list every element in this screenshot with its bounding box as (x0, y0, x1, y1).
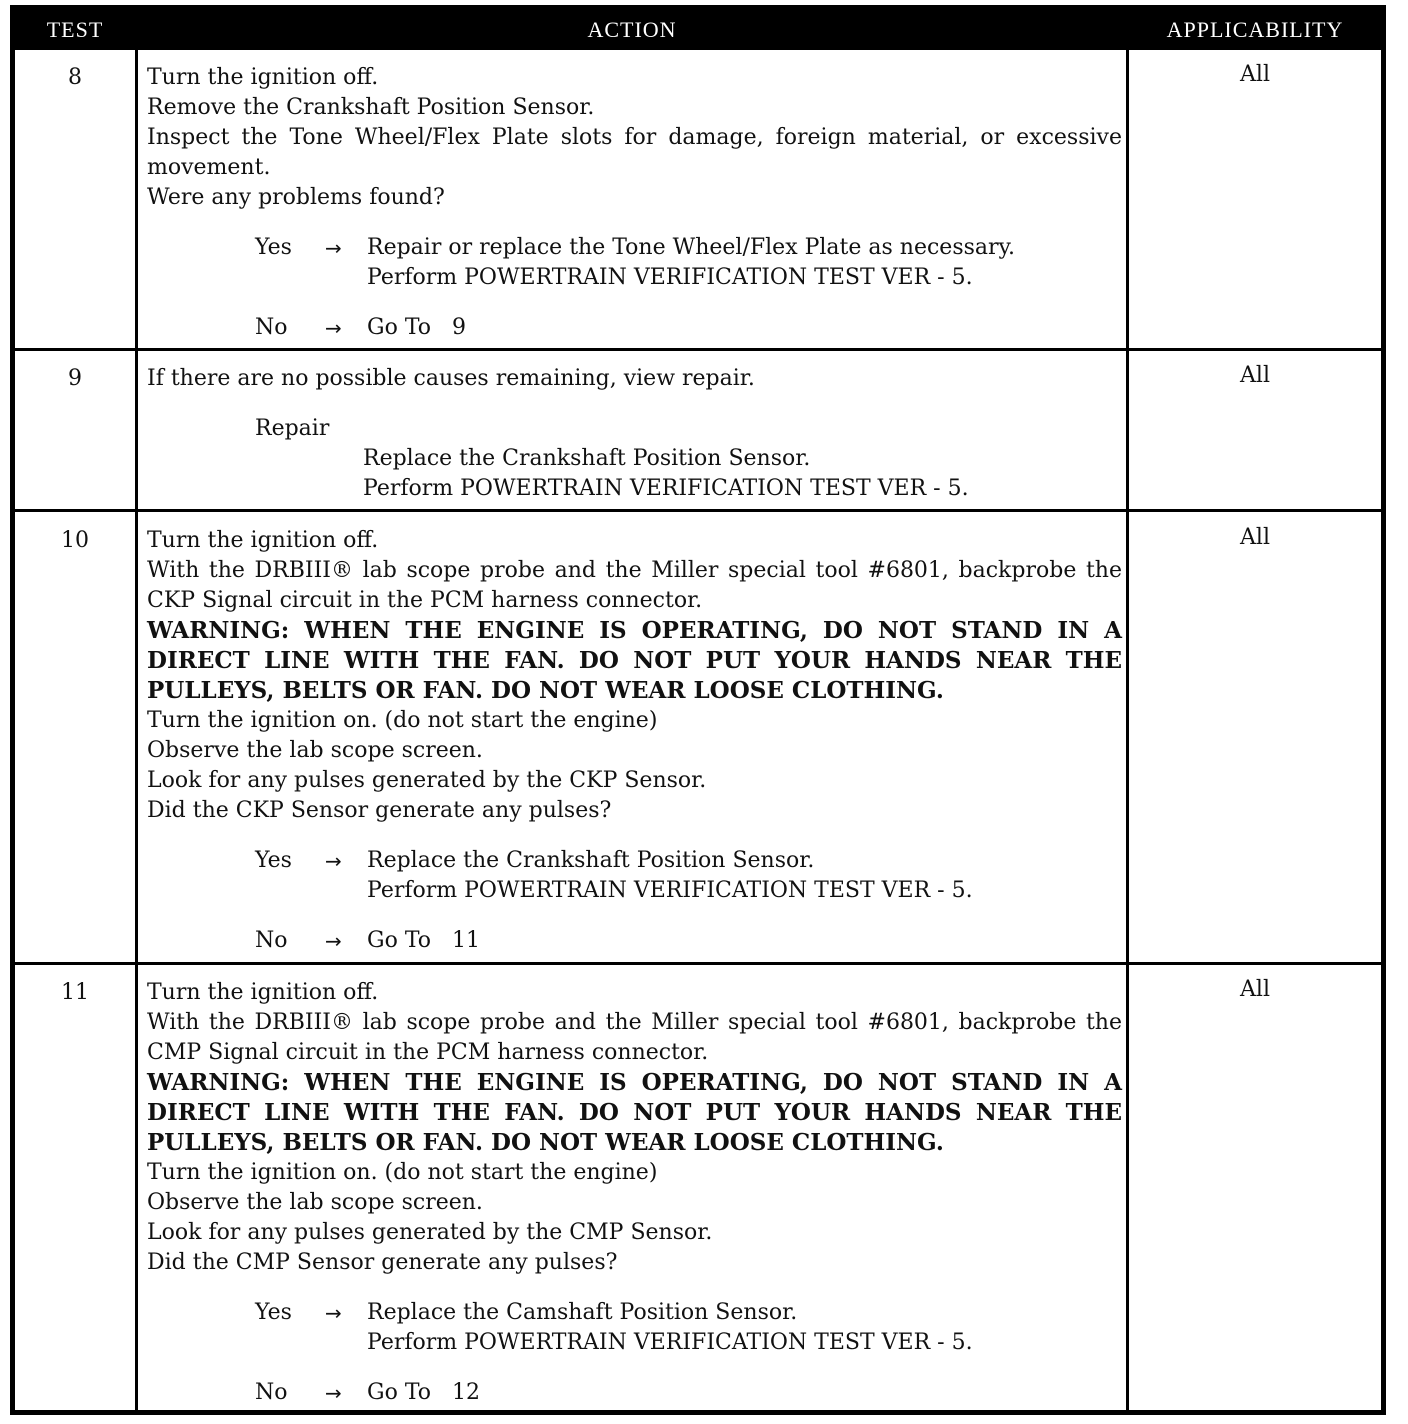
header-test: TEST (46, 17, 104, 42)
yes-result-line: Perform POWERTRAIN VERIFICATION TEST VER - 5. (367, 1330, 973, 1355)
diagnostic-test-table (10, 5, 1386, 1415)
arrow-right-icon: → (325, 236, 342, 260)
repair-instructions (255, 444, 1122, 504)
yes-result (367, 233, 1015, 293)
test-number: 8 (68, 65, 82, 90)
action-line: Turn the ignition on. (do not start the engine) (147, 1160, 658, 1185)
action-line: With the DRBIII® lab scope probe and the Miller special tool #6801, backprobe the CMP Signal circuit in the PCM harness connector. (147, 1010, 1122, 1065)
row-divider (15, 509, 1381, 512)
no-result: Go To 9 (367, 315, 466, 340)
row-divider (15, 962, 1381, 965)
test-number: 11 (61, 980, 89, 1005)
header-applicability: APPLICABILITY (1166, 17, 1344, 42)
yes-result-line: Replace the Crankshaft Position Sensor. (367, 848, 815, 873)
yes-result-line: Repair or replace the Tone Wheel/Flex Plate as necessary. (367, 235, 1016, 260)
action-line: With the DRBIII® lab scope probe and the Miller special tool #6801, backprobe the CKP Signal circuit in the PCM harness connector. (147, 558, 1122, 613)
answers (147, 233, 1122, 343)
test-action (147, 364, 1122, 504)
test-number: 9 (68, 366, 82, 391)
yes-result (367, 846, 973, 906)
warning-text: WARNING: WHEN THE ENGINE IS OPERATING, DO NOT STAND IN A DIRECT LINE WITH THE FAN. DO NOT PUT YOUR HANDS NEAR THE PULLEYS, BELTS OR FAN. DO NOT WEAR LOOSE CLOTHING. (147, 1069, 1122, 1156)
action-line: Inspect the Tone Wheel/Flex Plate slots for damage, foreign material, or excessive movement. (147, 125, 1122, 180)
no-answer (147, 313, 1122, 343)
yes-answer (147, 846, 1122, 906)
action-line: Observe the lab scope screen. (147, 1190, 483, 1215)
action-line: Turn the ignition off. (147, 980, 379, 1005)
repair-line: Perform POWERTRAIN VERIFICATION TEST VER - 5. (363, 476, 969, 501)
yes-label: Yes (255, 848, 292, 873)
action-line: Remove the Crankshaft Position Sensor. (147, 95, 595, 120)
applicability-value: All (1240, 62, 1270, 87)
yes-label: Yes (255, 235, 292, 260)
column-divider (1126, 50, 1129, 1410)
no-label: No (255, 1380, 288, 1405)
action-line: Observe the lab scope screen. (147, 738, 483, 763)
action-line: Turn the ignition on. (do not start the engine) (147, 708, 658, 733)
repair-label: Repair (255, 416, 330, 441)
table-header (15, 10, 1381, 50)
arrow-right-icon: → (325, 1381, 342, 1405)
action-line: Turn the ignition off. (147, 528, 379, 553)
answers (147, 1298, 1122, 1408)
arrow-right-icon: → (325, 849, 342, 873)
test-action (147, 978, 1122, 1408)
column-divider (135, 50, 138, 1410)
action-line: Did the CKP Sensor generate any pulses? (147, 798, 612, 823)
applicability-value: All (1240, 977, 1270, 1002)
action-line: Did the CMP Sensor generate any pulses? (147, 1250, 618, 1275)
action-line: Look for any pulses generated by the CMP Sensor. (147, 1220, 713, 1245)
arrow-right-icon: → (325, 1301, 342, 1325)
yes-label: Yes (255, 1300, 292, 1325)
arrow-right-icon: → (325, 929, 342, 953)
yes-result (367, 1298, 973, 1358)
arrow-right-icon: → (325, 316, 342, 340)
row-divider (15, 348, 1381, 351)
action-line: Look for any pulses generated by the CKP Sensor. (147, 768, 707, 793)
action-line: If there are no possible causes remaining, view repair. (147, 366, 755, 391)
applicability-value: All (1240, 525, 1270, 550)
repair-line: Replace the Crankshaft Position Sensor. (363, 446, 811, 471)
yes-result-line: Perform POWERTRAIN VERIFICATION TEST VER - 5. (367, 878, 973, 903)
yes-result-line: Perform POWERTRAIN VERIFICATION TEST VER - 5. (367, 265, 973, 290)
action-line: Were any problems found? (147, 185, 445, 210)
header-action: ACTION (587, 17, 677, 42)
applicability-value: All (1240, 363, 1270, 388)
test-number: 10 (61, 528, 89, 553)
yes-answer (147, 1298, 1122, 1358)
test-action (147, 526, 1122, 956)
yes-result-line: Replace the Camshaft Position Sensor. (367, 1300, 798, 1325)
no-answer (147, 926, 1122, 956)
no-label: No (255, 928, 288, 953)
no-label: No (255, 315, 288, 340)
no-result: Go To 12 (367, 1380, 480, 1405)
no-answer (147, 1378, 1122, 1408)
no-result: Go To 11 (367, 928, 480, 953)
repair-block (147, 414, 1122, 504)
warning-text: WARNING: WHEN THE ENGINE IS OPERATING, DO NOT STAND IN A DIRECT LINE WITH THE FAN. DO NOT PUT YOUR HANDS NEAR THE PULLEYS, BELTS OR FAN. DO NOT WEAR LOOSE CLOTHING. (147, 617, 1122, 704)
yes-answer (147, 233, 1122, 293)
test-action (147, 63, 1122, 343)
answers (147, 846, 1122, 956)
action-line: Turn the ignition off. (147, 65, 379, 90)
